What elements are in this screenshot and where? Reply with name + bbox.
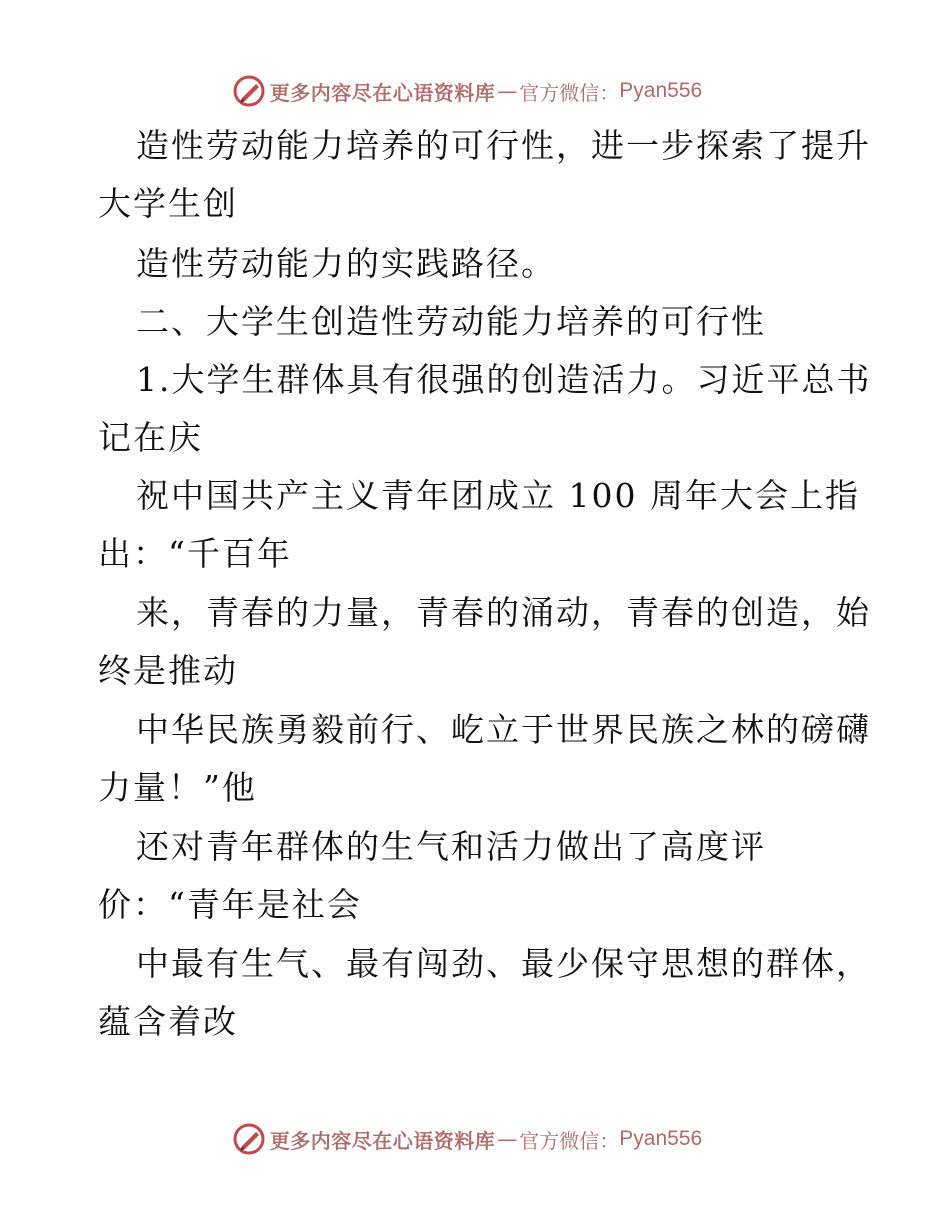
text-line: 中最有生气、最有闯劲、最少保守思想的群体， bbox=[136, 944, 871, 983]
header-wechat-label: 官方微信： bbox=[519, 80, 620, 105]
footer-site-name: 更多内容尽在心语资料库 bbox=[269, 1128, 496, 1153]
section-heading: 二、大学生创造性劳动能力培养的可行性 bbox=[136, 302, 766, 341]
footer-wechat-label: 官方微信： bbox=[519, 1128, 620, 1153]
text-line: 记在庆 bbox=[98, 418, 203, 457]
text-line: 价：“青年是社会 bbox=[98, 885, 362, 924]
pen-logo-icon bbox=[232, 74, 266, 108]
text-line: 出：“千百年 bbox=[98, 534, 292, 573]
header-dash: — bbox=[497, 79, 518, 103]
header-site-name: 更多内容尽在心语资料库 bbox=[269, 80, 496, 105]
text-line: 终是推动 bbox=[98, 651, 238, 690]
text-line: 1.大学生群体具有很强的创造活力。习近平总书 bbox=[136, 360, 872, 399]
text-line: 蕴含着改 bbox=[98, 1002, 238, 1041]
header-wechat-id: Pyan556 bbox=[619, 79, 703, 102]
text-line: 还对青年群体的生气和活力做出了高度评 bbox=[136, 827, 766, 866]
text-line: 大学生创 bbox=[98, 184, 238, 223]
text-line: 力量！”他 bbox=[98, 768, 257, 807]
footer-banner bbox=[0, 1119, 950, 1159]
header-banner bbox=[0, 71, 950, 111]
text-line: 来，青春的力量，青春的涌动，青春的创造，始 bbox=[136, 593, 871, 632]
footer-dash: — bbox=[497, 1127, 518, 1151]
pen-logo-icon bbox=[232, 1122, 266, 1156]
text-line: 祝中国共产主义青年团成立 100 周年大会上指 bbox=[136, 476, 860, 515]
text-line: 中华民族勇毅前行、屹立于世界民族之林的磅礴 bbox=[136, 710, 871, 749]
text-line: 造性劳动能力的实践路径。 bbox=[136, 244, 556, 283]
footer-wechat-id: Pyan556 bbox=[619, 1127, 703, 1150]
text-line: 造性劳动能力培养的可行性，进一步探索了提升 bbox=[136, 126, 871, 165]
